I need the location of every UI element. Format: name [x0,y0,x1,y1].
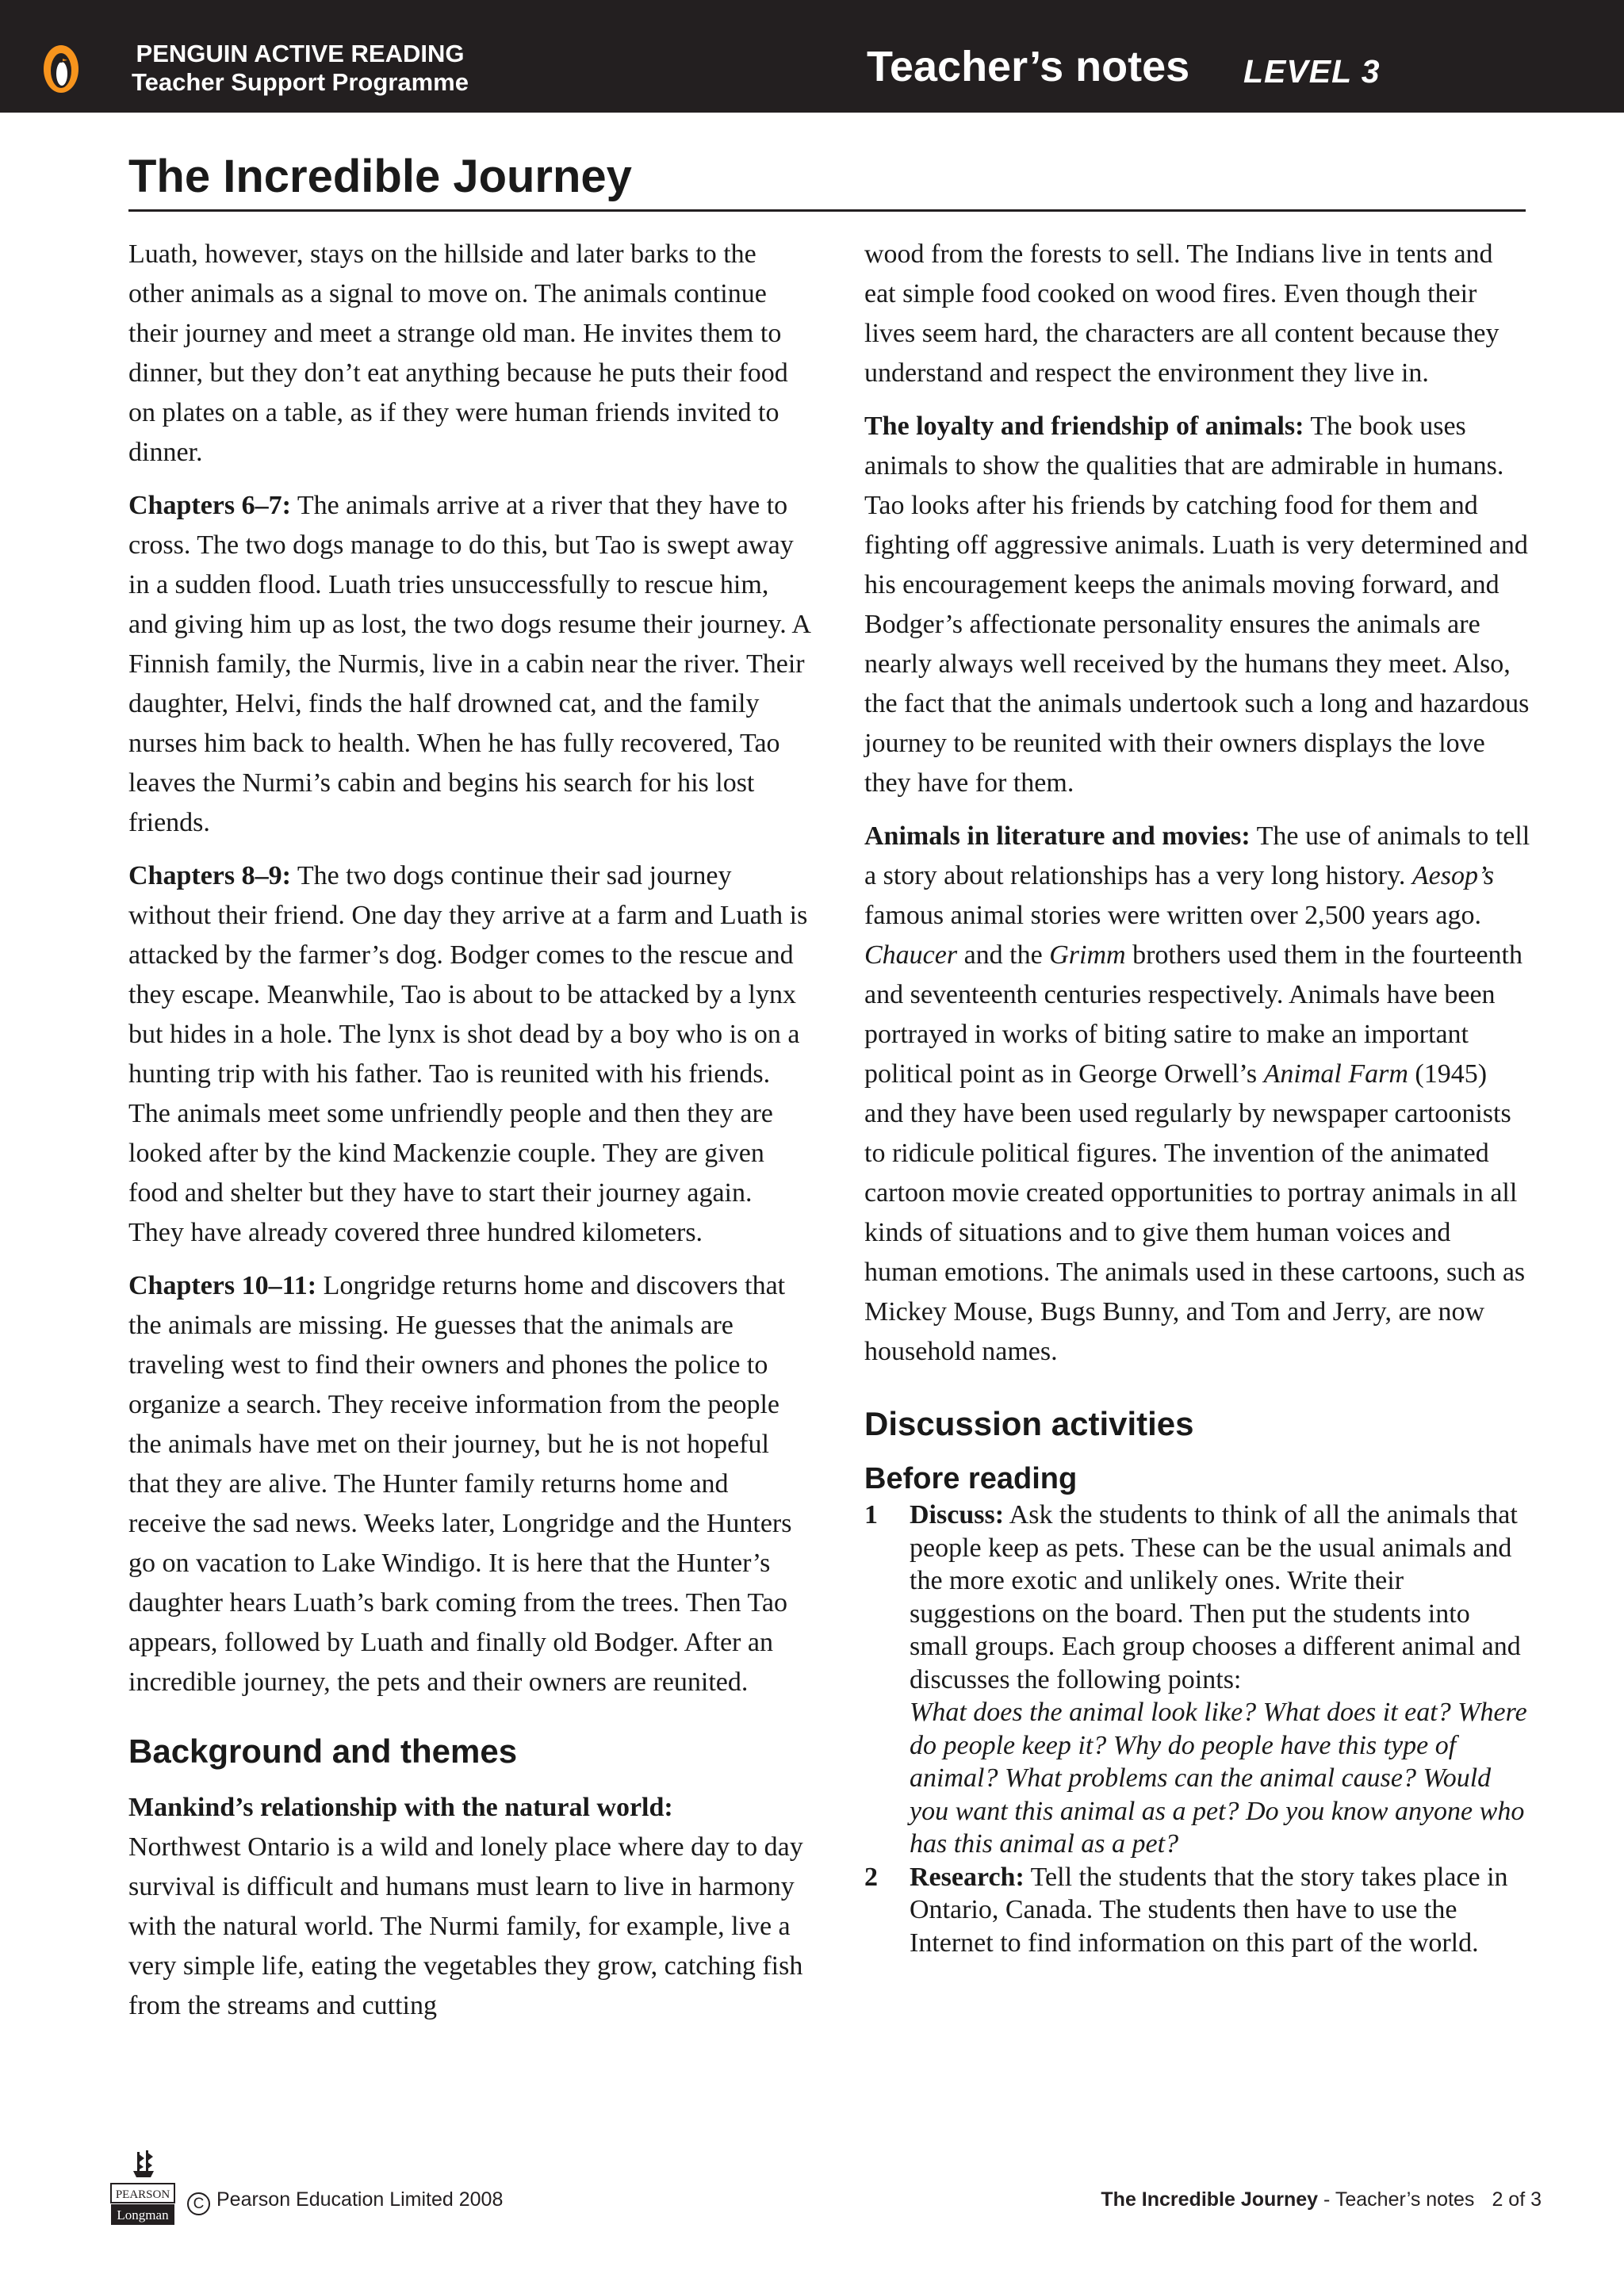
background-heading: Background and themes [128,1732,518,1770]
chapters-6-7-text: The animals arrive at a river that they have to cross. The two dogs manage to do this, but Tao is swept away in a sudden flood. Luath tries unsuccessfully to rescue him, and giving him up as lost, the two dogs resume their journey. A Finnish family, the Nurmis, live in a cabin near the river. Their daughter, Helvi, finds the half drowned cat, and the family nurses him back to health. When he has fully recovered, Tao leaves the Nurmi’s cabin and begins his search for his lost friends. [128,491,810,837]
chapters-8-9-paragraph [128,856,810,1253]
chapters-10-11-paragraph [128,1266,810,1702]
activity-body [910,1861,1530,1960]
chapters-8-9-text: The two dogs continue their sad journey without their friend. One day they arrive at a farm and Luath is attacked by the farmer’s dog. Bodger comes to the rescue and they escape. Meanwhile, Tao is about to be attacked by a lynx but hides in a hole. The lynx is shot dead by a boy who is on a hunting trip with his father. Tao is reunited with his friends. The animals meet some unfriendly people and then they are looked after by the kind Mackenzie couple. They are given food and shelter but they have to start their journey again. They have already covered three hundred kilometers. [128,861,808,1247]
activity-item [864,1499,1530,1861]
literature-text-1: The use of animals to tell a story about relationships has a very long history. [864,821,1530,890]
discussion-heading: Discussion activities [864,1405,1194,1442]
header-bar [0,0,1624,113]
chapters-10-11-text: Longridge returns home and discovers that the animals are missing. He guesses that the animals are traveling west to find their owners and phones the police to organize a search. They receive information from the people the animals have met on their journey, but he is not hopeful that they are alive. The Hunter family returns home and receive the sad news. Weeks later, Longridge and the Hunters go on vacation to Lake Windigo. It is here that the Hunter’s daughter hears Luath’s bark coming from the trees. Then Tao appears, followed by Luath and finally old Bodger. After an incredible journey, the pets and their owners are reunited. [128,1271,792,1697]
brand-block [132,40,469,97]
literature-paragraph [864,817,1530,1372]
running-footer [1101,2188,1542,2211]
literature-text-5: (1945) and they have been used regularly by newspaper cartoonists to ridicule political figures. The invention of the animated cartoon movie created opportunities to portray animals in all kinds of situations and to give them human voices and human emotions. The animals used in these cartoons, such as Mickey Mouse, Bugs Bunny, and Tom and Jerry, are now household names. [864,1059,1526,1366]
mankind-label: Mankind’s relationship with the natural world: [128,1793,673,1822]
copyright-text: Pearson Education Limited 2008 [216,2188,504,2211]
chapters-6-7-paragraph [128,486,810,843]
activity-body [910,1499,1530,1861]
literature-text-2: famous animal stories were written over 2,500 years ago. [864,901,1481,930]
mankind-paragraph [128,1788,810,2026]
activity-number: 2 [864,1862,878,1892]
intro-paragraph: Luath, however, stays on the hillside and later barks to the other animals as a signal to move on. The animals continue their journey and meet a strange old man. He invites them to dinner, but they don’t eat anything because he puts their food on plates on a table, as if they were human friends invited to dinner. [128,239,788,467]
loyalty-paragraph [864,407,1530,803]
right-column [864,235,1530,1959]
loyalty-text: The book uses animals to show the qualities that are admirable in humans. Tao looks after his friends by catching food for them and fighting off aggressive animals. Luath is very determined and his encouragement keeps the animals moving forward, and Bodger’s affectionate personality ensures the animals are nearly always well received by the humans they meet. Also, the fact that the animals undertook such a long and hazardous journey to be reunited with their owners displays the love they have for them. [864,412,1530,798]
copyright-notice [187,2188,503,2215]
activity-label: Research: [910,1862,1025,1892]
activity-questions: What does the animal look like? What does it eat? Where do people keep it? Why do people have this type of animal? What problems can the animal cause? Would you want this animal as a pet? Do you know anyone who has this animal as a pet? [910,1698,1527,1859]
aesop-title: Aesop’s [1411,861,1495,890]
copyright-icon: C [187,2192,210,2215]
chapters-6-7-label: Chapters 6–7: [128,491,291,520]
left-column [128,235,810,2039]
ship-icon [133,2150,154,2177]
brand-line-1: PENGUIN ACTIVE READING [136,40,465,67]
animal-farm-title: Animal Farm [1263,1059,1408,1089]
chapters-10-11-label: Chapters 10–11: [128,1271,317,1300]
literature-text-4: brothers used them in the fourteenth and seventeenth centuries respectively. Animals have been portrayed in works of biting satire to make an important political point as in George Orwell’s [864,940,1522,1089]
mankind-text: Northwest Ontario is a wild and lonely place where day to day survival is difficult and humans must learn to live in harmony with the natural world. The Nurmi family, for example, live a very simple life, eating the vegetables they grow, catching fish from the streams and cutting [128,1832,803,2020]
chaucer-name: Chaucer [864,940,958,970]
longman-wordmark: Longman [117,2207,169,2222]
activity-text: Ask the students to think of all the animals that people keep as pets. These can be the usual animals and the more exotic and unlikely ones. Write their suggestions on the board. Then put the students into small groups. Each group chooses a different animal and discusses the following points: [910,1500,1521,1694]
loyalty-label: The loyalty and friendship of animals: [864,412,1304,441]
footer-book-title: The Incredible Journey [1101,2188,1319,2211]
page-number: 2 of 3 [1492,2188,1542,2211]
continued-paragraph: wood from the forests to sell. The Indians live in tents and eat simple food cooked on wood fires. Even though their lives seem hard, the characters are all content because they understand and respect the environment they live in. [864,239,1500,388]
brand-line-2: Teacher Support Programme [132,68,469,96]
chapters-8-9-label: Chapters 8–9: [128,861,291,890]
grimm-name: Grimm [1049,940,1126,970]
before-reading-heading: Before reading [864,1462,1078,1495]
level-label: LEVEL 3 [1243,53,1381,90]
teachers-notes-title: Teacher’s notes [867,43,1190,90]
penguin-logo-icon [43,44,79,94]
literature-text-3: and the [957,940,1050,970]
title-divider [128,209,1526,212]
activity-item [864,1861,1530,1960]
activity-number: 1 [864,1500,878,1530]
page-title: The Incredible Journey [128,151,632,202]
literature-label: Animals in literature and movies: [864,821,1251,851]
footer-suffix: - Teacher’s notes [1318,2188,1475,2211]
activity-text: Tell the students that the story takes place in Ontario, Canada. The students then have to use the Internet to find information on this part of the world. [910,1862,1508,1958]
activity-label: Discuss: [910,1500,1005,1530]
pearson-wordmark: PEARSON [115,2188,170,2201]
pearson-longman-logo [109,2147,176,2226]
